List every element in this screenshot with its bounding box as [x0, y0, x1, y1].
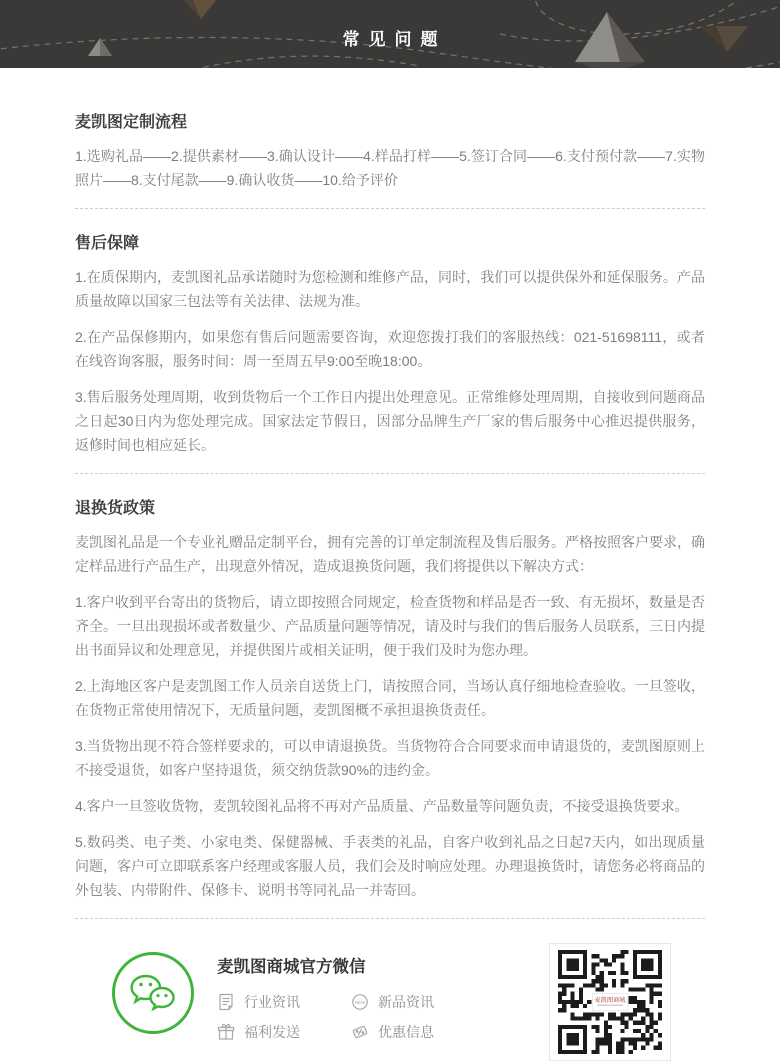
paragraph: 麦凯图礼品是一个专业礼赠品定制平台，拥有完善的订单定制流程及售后服务。严格按照客户要求，确定样品进行产品生产，出现意外情况，造成退换货问题，我们将提供以下解决方式： — [75, 534, 705, 574]
qr-code — [549, 943, 671, 1061]
svg-text:NEW: NEW — [354, 999, 366, 1005]
paragraph: 4.客户一旦签收货物，麦凯较图礼品将不再对产品质量、产品数量等问题负责，不接受退换货要求。 — [75, 798, 689, 814]
paragraph: 2.在产品保修期内，如果您有售后问题需要咨询，欢迎您拨打我们的客服热线：021-51698111，或者在线咨询客服，服务时间：周一至周五早9:00至晚18:00。 — [75, 329, 705, 369]
wechat-account-title: 麦凯图商城官方微信 — [217, 958, 366, 976]
benefit-grid — [217, 992, 549, 1042]
benefit-label: 行业资讯 — [244, 994, 300, 1010]
paragraph: 3.售后服务处理周期，收到货物后一个工作日内提出处理意见。正常维修处理周期，自接收到问题商品之日起30日内为您处理完成。国家法定节假日，因部分品牌生产厂家的售后服务中心推迟提供服务，返修时间也相应延长。 — [75, 389, 705, 453]
benefit-label: 新品资讯 — [378, 994, 434, 1010]
dashed-divider — [75, 918, 705, 919]
page-title: 常见问题 — [342, 30, 447, 49]
benefit-label: 优惠信息 — [378, 1024, 434, 1040]
benefit-item-industry-news — [217, 992, 351, 1012]
section-after-sales — [75, 233, 705, 457]
benefit-label: 福利发送 — [244, 1024, 300, 1040]
paragraph: 2.上海地区客户是麦凯图工作人员亲自送货上门，请按照合同，当场认真仔细地检查验收。一旦签收，在货物正常使用情况下，无质量问题，麦凯图概不承担退换货责任。 — [75, 678, 705, 718]
section-custom-process — [75, 112, 705, 192]
main-content — [0, 68, 780, 1061]
svg-text:麦凯图商城: 麦凯图商城 — [594, 997, 626, 1004]
section-title: 售后保障 — [75, 235, 140, 252]
wechat-info — [217, 941, 549, 1042]
wechat-footer — [75, 941, 705, 1061]
dashed-divider — [75, 208, 705, 209]
paragraph: 5.数码类、电子类、小家电类、保健器械、手表类的礼品，自客户收到礼品之日起7天内，如出现质量问题，客户可立即联系客户经理或客服人员，我们会及时响应处理。办理退换货时，请您务必将商品的外包装、内带附件、保修卡、说明书等同礼品一并寄回。 — [75, 834, 705, 898]
section-return-policy — [75, 498, 705, 902]
benefit-item-new-products — [351, 992, 549, 1012]
new-badge-icon — [351, 993, 369, 1011]
paragraph: 3.当货物出现不符合签样要求的，可以申请退换货。当货物符合合同要求而申请退货的，麦凯图原则上不接受退货，如客户坚持退货，须交纳货款90%的违约金。 — [75, 738, 705, 778]
benefit-item-welfare — [217, 1022, 351, 1042]
paragraph: 1.客户收到平台寄出的货物后，请立即按照合同规定，检查货物和样品是否一致、有无损坏，数量是否齐全。一旦出现损坏或者数量少、产品质量问题等情况，请及时与我们的售后服务人员联系，三日内提出书面异议和处理意见，并提供图片或相关证明，便于我们及时为您办理。 — [75, 594, 705, 658]
news-doc-icon — [217, 993, 235, 1011]
page-header — [0, 0, 780, 68]
wechat-icon — [111, 951, 195, 1040]
benefit-item-discounts — [351, 1022, 549, 1042]
paragraph: 1.在质保期内，麦凯图礼品承诺随时为您检测和维修产品，同时，我们可以提供保外和延保服务。产品质量故障以国家三包法等有关法律、法规为准。 — [75, 269, 705, 309]
section-title: 麦凯图定制流程 — [75, 114, 188, 131]
process-steps-text: 1.选购礼品——2.提供素材——3.确认设计——4.样品打样——5.签订合同——6.支付预付款——7.实物照片——8.支付尾款——9.确认收货——10.给予评价 — [75, 148, 705, 188]
coupon-icon — [351, 1023, 369, 1041]
gift-icon — [217, 1023, 235, 1041]
dashed-divider — [75, 473, 705, 474]
section-title: 退换货政策 — [75, 500, 156, 517]
